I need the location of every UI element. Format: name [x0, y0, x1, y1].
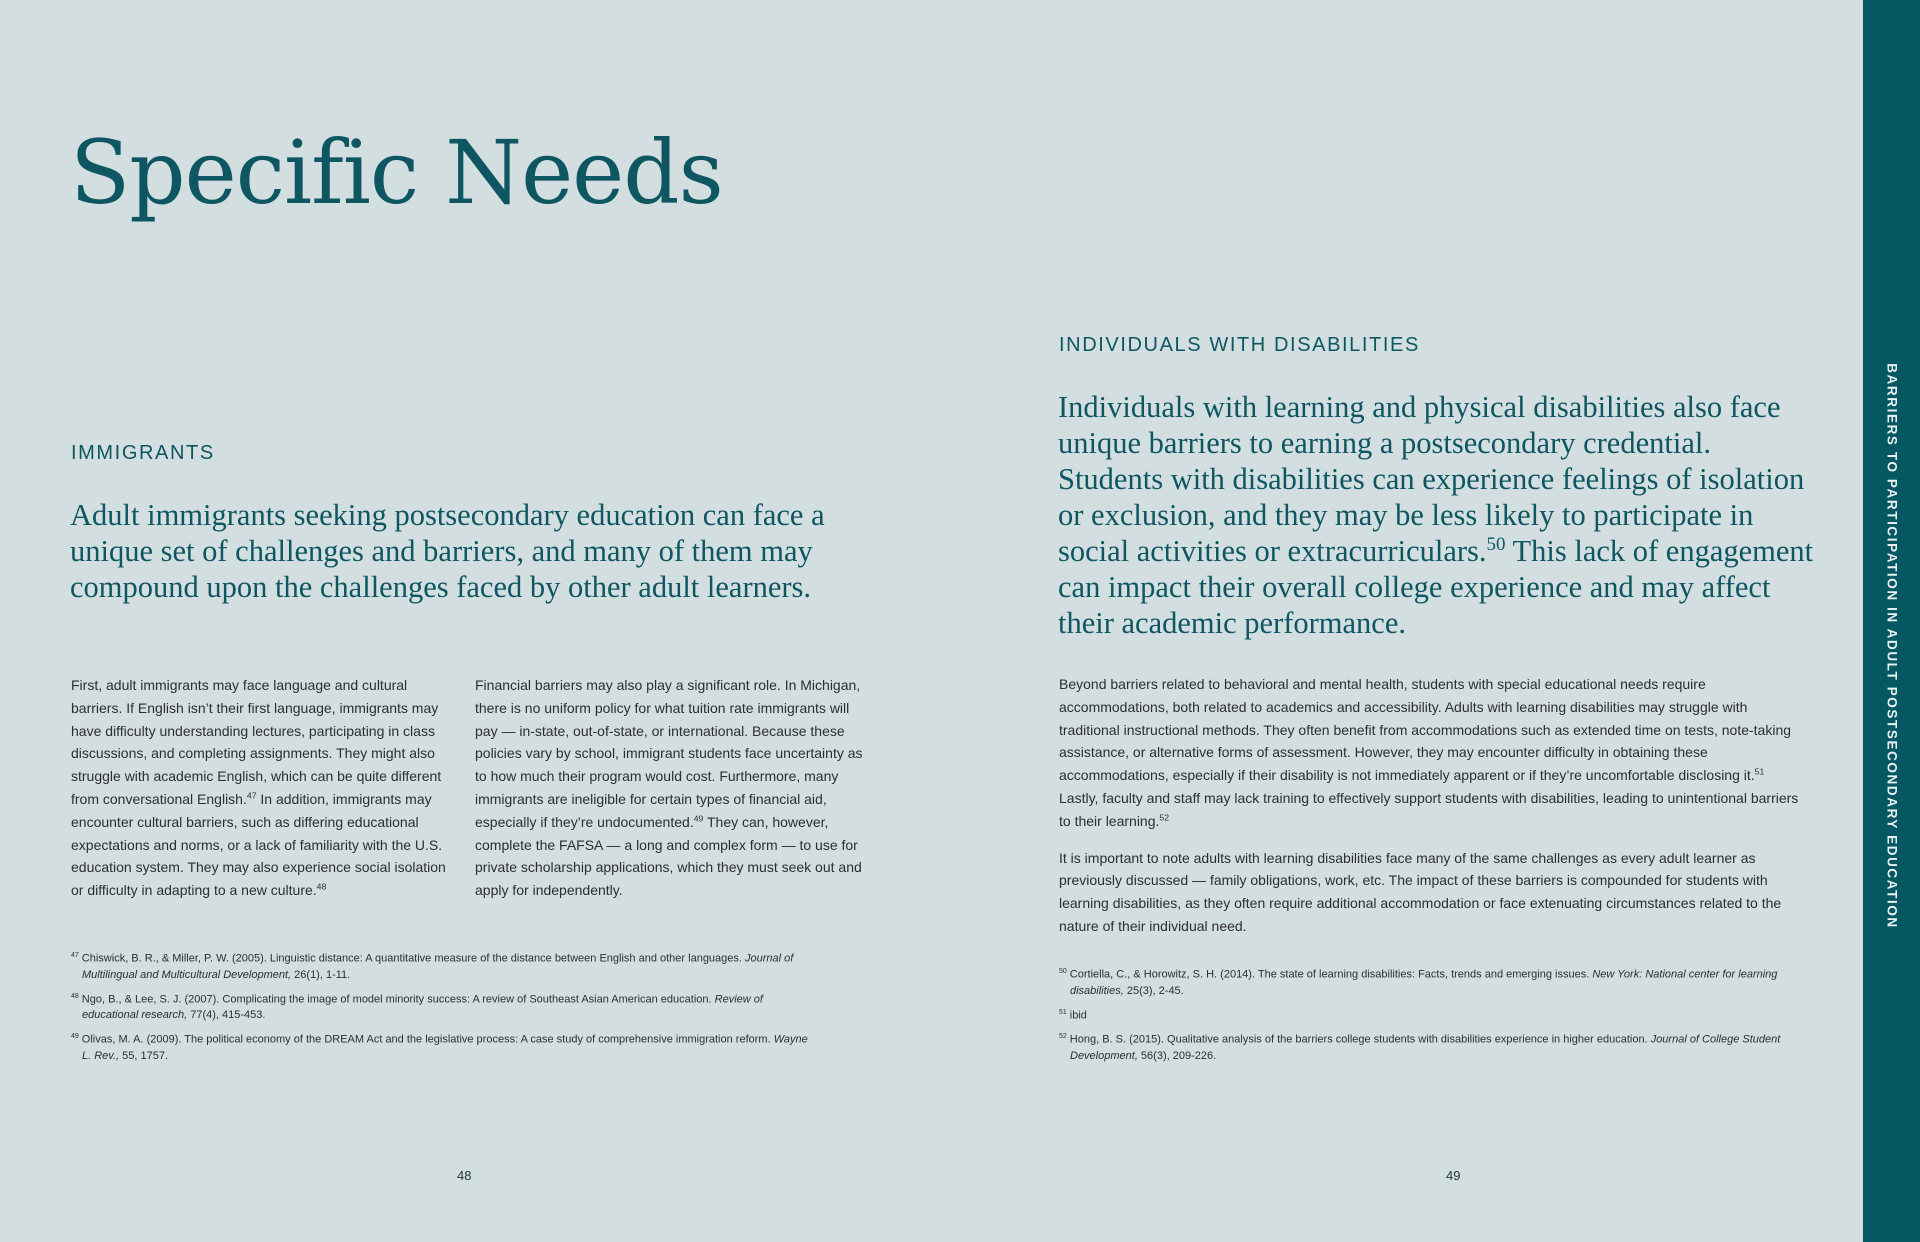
page-number-right: 49 — [1446, 1168, 1461, 1183]
footnotes-left — [71, 948, 811, 1070]
footnotes-right — [1059, 964, 1809, 1070]
footnote-ref[interactable]: 49 — [693, 813, 704, 824]
footnote-ref[interactable]: 50 — [1486, 533, 1506, 555]
disabilities-paragraph-1: Beyond barriers related to behavioral and mental health, students with special educational needs require accommodations, both related to academics and accessibility. Adults with learning disabilities may struggle with traditional instructional methods. They often benefit from accommodations such as extended time on tests, note-taking assistance, or alternative forms of assessment. However, they may encounter difficulty in obtaining these accommodations, especially if their disability is not immediately apparent or if they’re uncomfortable disclosing it.$^{51}$ Lastly, faculty and staff may lack training to effectively support students with disabilities, leading to unintentional barriers to their learning.$^{52}$ — [1059, 676, 1799, 829]
footnote-47: $^{47}$ Chiswick, B. R., & Miller, P. W. (2005). Linguistic distance: A quantitative measure of the distance between English and other languages. Journal of Multilingual and Multicultural Development, 26(1), 1-11. — [71, 952, 794, 981]
footnote-ref[interactable]: 51 — [1754, 766, 1765, 777]
immigrants-column-2: Financial barriers may also play a significant role. In Michigan, there is no uniform policy for what tuition rate immigrants will pay — in-state, out-of-state, or international. Because these policies vary by school, immigrant students face uncertainty as to how much their program would cost. Furthermore, many immigrants are ineligible for certain types of financial aid, especially if they’re undocumented.$^{49}$ They can, however, complete the FAFSA — a long and complex form — to use for private scholarship applications, which they must seek out and apply for independently. — [475, 677, 863, 899]
footnote-ref[interactable]: 47 — [246, 790, 257, 801]
section-heading-immigrants: IMMIGRANTS — [71, 442, 215, 464]
side-band-title: BARRIERS TO PARTICIPATION IN ADULT POSTSECONDARY EDUCATION — [1884, 363, 1899, 929]
footnote-ref[interactable]: 48 — [316, 881, 327, 892]
footnote-48: $^{48}$ Ngo, B., & Lee, S. J. (2007). Complicating the image of model minority success: A review of Southeast Asian American education. Review of educational research, 77(4), 415-453. — [71, 992, 763, 1022]
footnote-49: $^{49}$ Olivas, M. A. (2009). The political economy of the DREAM Act and the legislative process: A case study of comprehensive immigration reform. Wayne L. Rev., 55, 1757. — [71, 1033, 808, 1062]
footnote-ref[interactable]: 52 — [1159, 812, 1170, 823]
side-band — [1863, 0, 1920, 1242]
section-heading-disabilities: INDIVIDUALS WITH DISABILITIES — [1059, 334, 1420, 356]
page-title: Specific Needs — [70, 121, 723, 224]
disabilities-body — [1059, 673, 1799, 952]
footnote-51: $^{51}$ ibid — [1059, 1008, 1087, 1022]
immigrants-lede: Adult immigrants seeking postsecondary education can face a unique set of challenges and barriers, and many of them may compound upon the challenges faced by other adult learners. — [70, 498, 825, 604]
disabilities-lede: Individuals with learning and physical disabilities also face unique barriers to earning a postsecondary credential. Students with disabilities can experience feelings of isolation or exclusion, and they may be less likely to participate in social activities or extracurriculars.$^{50}$ This lack of engagement can impact their overall college experience and may affect their academic performance. — [1058, 390, 1814, 640]
footnote-50: $^{50}$ Cortiella, C., & Horowitz, S. H. (2014). The state of learning disabilities: Facts, trends and emerging issues. New York: National center for learning disabilities, 25(3), 2-45. — [1059, 968, 1778, 997]
immigrants-column-1: First, adult immigrants may face language and cultural barriers. If English isn’t their first language, immigrants may have difficulty understanding lectures, participating in class discussions, and completing assignments. They might also struggle with academic English, which can be quite different from conversational English.$^{47}$ In addition, immigrants may encounter cultural barriers, such as differing educational expectations and norms, or a lack of familiarity with the U.S. education system. They may also experience social isolation or difficulty in adapting to a new culture.$^{48}$ — [71, 677, 446, 899]
disabilities-paragraph-2: It is important to note adults with learning disabilities face many of the same challenges as every adult learner as previously discussed — family obligations, work, etc. The impact of these barriers is compounded for students with learning disabilities, as they often require additional accommodation or face extenuating circumstances related to the nature of their individual need. — [1059, 849, 1782, 934]
footnote-52: $^{52}$ Hong, B. S. (2015). Qualitative analysis of the barriers college students with disabilities experience in higher education. Journal of College Student Development, 56(3), 209-226. — [1059, 1033, 1781, 1062]
page-number-left: 48 — [457, 1168, 472, 1183]
